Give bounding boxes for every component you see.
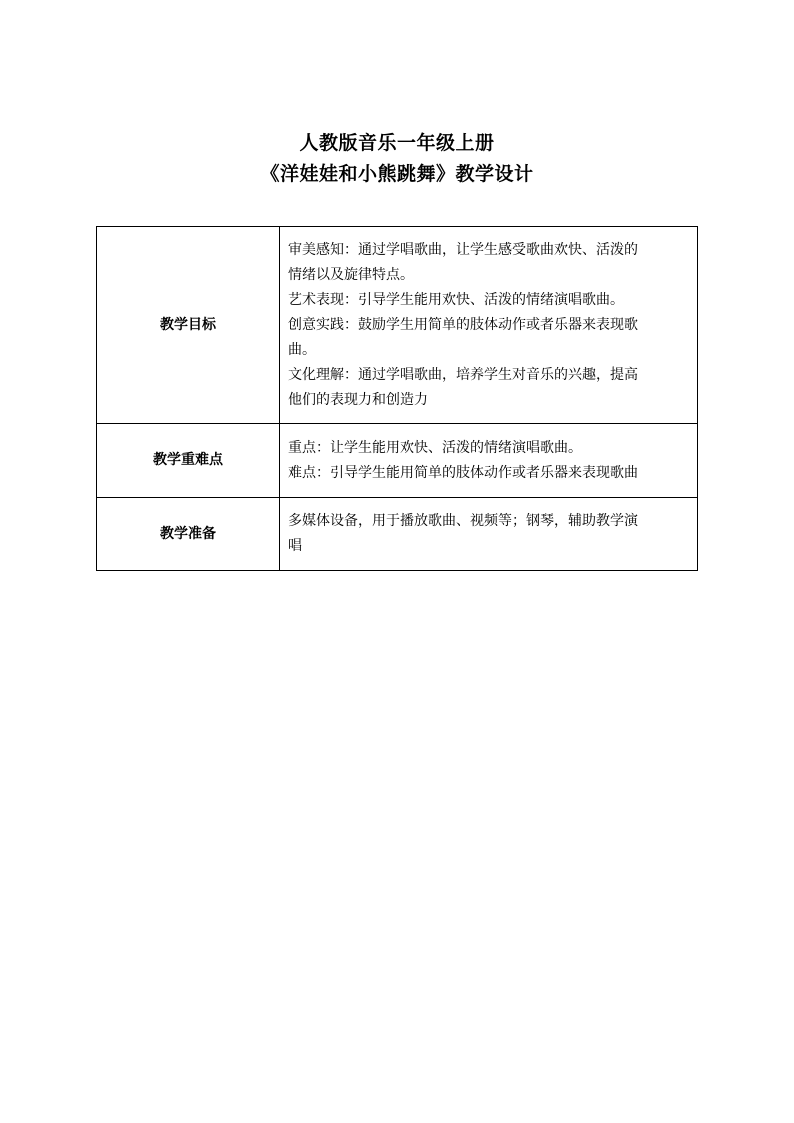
goal-line: 审美感知：通过学唱歌曲，让学生感受歌曲欢快、活泼的	[288, 241, 638, 258]
row-content-teaching-goals	[280, 227, 698, 424]
row-content-key-difficult-points	[280, 424, 698, 498]
goal-line: 文化理解：通过学唱歌曲，培养学生对音乐的兴趣，提高	[288, 366, 638, 383]
lesson-plan-table	[96, 226, 698, 571]
table-row-key-difficult-points	[97, 424, 698, 498]
document-subtitle: 《洋娃娃和小熊跳舞》教学设计	[260, 163, 534, 185]
row-label-teaching-goals: 教学目标	[97, 227, 280, 424]
table-row-teaching-goals	[97, 227, 698, 424]
document-title: 人教版音乐一年级上册	[299, 132, 495, 154]
keypoint-line: 重点：让学生能用欢快、活泼的情绪演唱歌曲。	[288, 439, 582, 456]
keypoint-line: 难点：引导学生能用简单的肢体动作或者乐器来表现歌曲	[288, 464, 638, 481]
goal-line: 艺术表现：引导学生能用欢快、活泼的情绪演唱歌曲。	[288, 291, 624, 308]
goal-line: 情绪以及旋律特点。	[288, 266, 414, 283]
goal-line: 曲。	[288, 341, 316, 358]
row-label-teaching-preparation: 教学准备	[97, 498, 280, 571]
table-row-teaching-preparation	[97, 498, 698, 571]
preparation-line: 多媒体设备，用于播放歌曲、视频等；钢琴，辅助教学演	[288, 513, 638, 529]
goal-line: 创意实践：鼓励学生用简单的肢体动作或者乐器来表现歌	[288, 316, 638, 333]
row-content-teaching-preparation	[280, 498, 698, 571]
row-label-key-difficult-points: 教学重难点	[97, 424, 280, 498]
goal-line: 他们的表现力和创造力	[288, 391, 428, 408]
preparation-line: 唱	[288, 538, 302, 554]
